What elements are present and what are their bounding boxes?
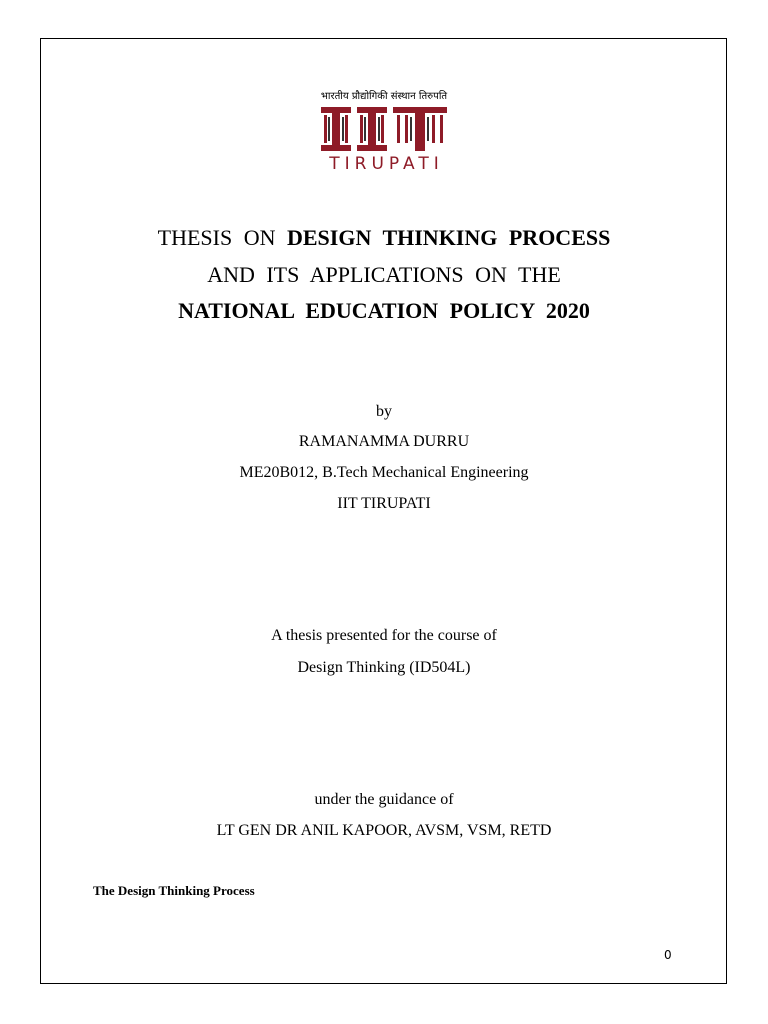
thesis-title-line-1 <box>0 225 768 251</box>
section-caption: The Design Thinking Process <box>93 883 255 898</box>
logo-name: TIRUPATI <box>329 154 444 174</box>
course-line-2: Design Thinking (ID504L) <box>297 659 471 676</box>
title-line1-bold: DESIGN THINKING PROCESS <box>287 225 611 250</box>
course-line-1: A thesis presented for the course of <box>271 627 497 644</box>
logo-wordmark-row <box>0 154 768 174</box>
logo-hindi-text: भारतीय प्रौद्योगिकी संस्थान तिरुपति <box>320 91 448 102</box>
thesis-title-line-3: NATIONAL EDUCATION POLICY 2020 <box>178 298 590 323</box>
thesis-title-line-2: AND ITS APPLICATIONS ON THE <box>207 262 561 287</box>
author-details: ME20B012, B.Tech Mechanical Engineering <box>239 464 529 481</box>
title-line1-plain: THESIS ON <box>157 225 276 250</box>
page-number: 0 <box>664 948 672 962</box>
author-name: RAMANAMMA DURRU <box>298 433 470 450</box>
guidance-line-2: LT GEN DR ANIL KAPOOR, AVSM, VSM, RETD <box>216 822 552 839</box>
iit-emblem-icon <box>319 105 449 153</box>
guidance-line-1: under the guidance of <box>314 791 454 808</box>
author-institute: IIT TIRUPATI <box>337 495 431 512</box>
by-label: by <box>376 403 392 420</box>
